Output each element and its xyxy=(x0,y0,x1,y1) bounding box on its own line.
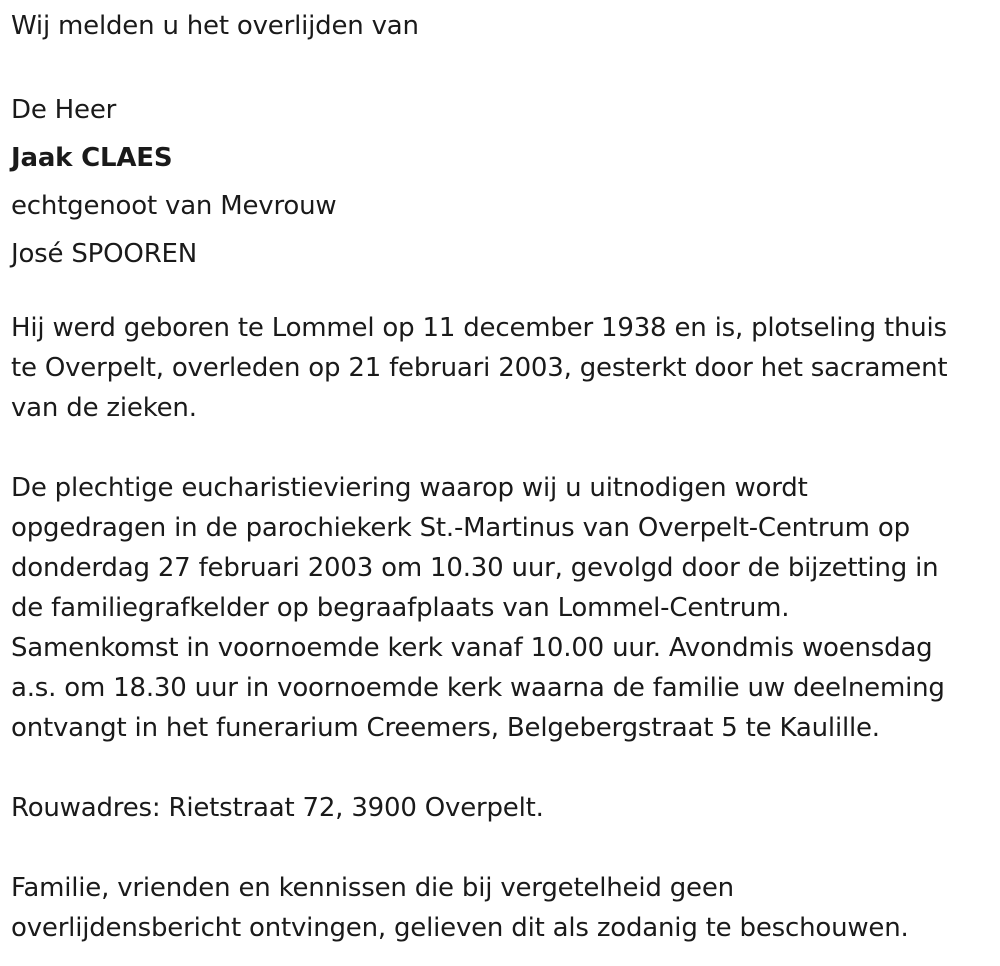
ceremony-paragraph xyxy=(11,468,991,748)
intro-text: Wij melden u het overlijden van xyxy=(11,11,419,41)
paragraph-line: overlijdensbericht ontvingen, gelieven dit als zodanig te beschouwen. xyxy=(11,913,909,943)
paragraph-line: Familie, vrienden en kennissen die bij vergetelheid geen xyxy=(11,873,734,903)
honorific: De Heer xyxy=(11,95,117,125)
paragraph-line: te Overpelt, overleden op 21 februari 2003, gesterkt door het sacrament xyxy=(11,353,948,383)
paragraph-line: opgedragen in de parochiekerk St.-Martinus van Overpelt-Centrum op xyxy=(11,513,910,543)
paragraph-line: a.s. om 18.30 uur in voornoemde kerk waarna de familie uw deelneming xyxy=(11,673,945,703)
deceased-name: Jaak CLAES xyxy=(11,143,173,173)
mourning-address: Rouwadres: Rietstraat 72, 3900 Overpelt. xyxy=(11,793,544,823)
paragraph-line: ontvangt in het funerarium Creemers, Belgebergstraat 5 te Kaulille. xyxy=(11,713,880,743)
death-notice xyxy=(11,6,991,948)
paragraph-line: De plechtige eucharistieviering waarop wij u uitnodigen wordt xyxy=(11,473,808,503)
paragraph-line: donderdag 27 februari 2003 om 10.30 uur, gevolgd door de bijzetting in xyxy=(11,553,939,583)
paragraph-line: de familiegrafkelder op begraafplaats van Lommel-Centrum. xyxy=(11,593,790,623)
paragraph-line: van de zieken. xyxy=(11,393,197,423)
birth-death-paragraph xyxy=(11,308,991,428)
closing-paragraph xyxy=(11,868,991,948)
relation-text: echtgenoot van Mevrouw xyxy=(11,191,337,221)
paragraph-line: Samenkomst in voornoemde kerk vanaf 10.00 uur. Avondmis woensdag xyxy=(11,633,933,663)
spouse-name: José SPOOREN xyxy=(11,239,198,269)
paragraph-line: Hij werd geboren te Lommel op 11 december 1938 en is, plotseling thuis xyxy=(11,313,947,343)
